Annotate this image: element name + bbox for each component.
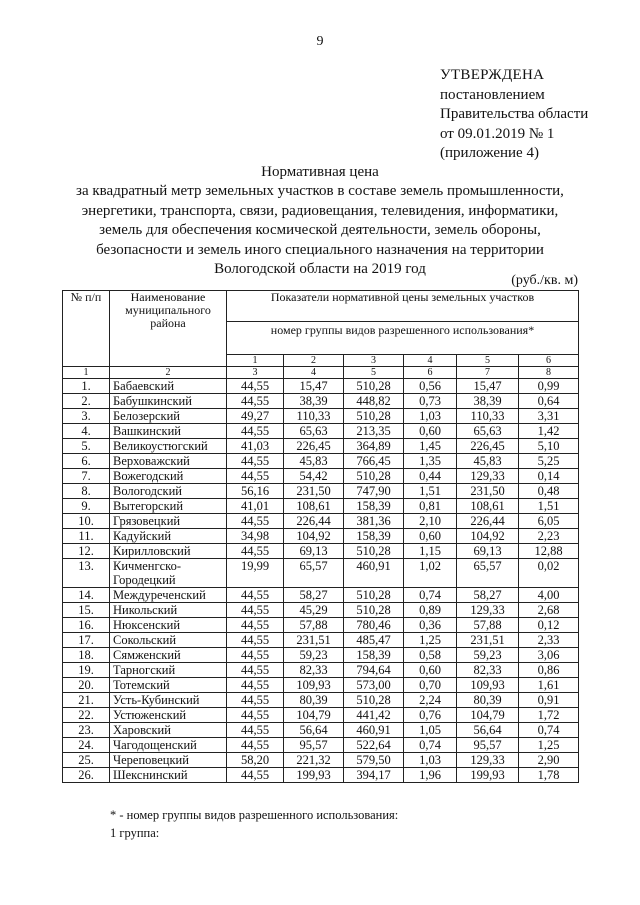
price-value: 0,99 [519,379,579,394]
table-row [63,559,579,588]
header-indicators: Показатели нормативной цены земельных участков [227,291,579,322]
title-line: безопасности и земель иного специального назначения на территории [96,241,544,258]
price-value: 213,35 [344,424,404,439]
title-line: земель для обеспечения космической деятельности, земель обороны, [99,222,541,239]
price-value: 0,36 [404,618,457,633]
price-value: 65,57 [284,559,344,588]
price-value: 110,33 [284,409,344,424]
table-row [63,544,579,559]
price-value: 0,60 [404,424,457,439]
row-number: 7. [63,469,110,484]
table-row [63,768,579,783]
price-value: 0,14 [519,469,579,484]
header-groups: номер группы видов разрешенного использования* [227,322,579,355]
column-number: 6 [404,367,457,379]
table-row [63,648,579,663]
table-row [63,379,579,394]
table-row [63,603,579,618]
group-number: 2 [284,355,344,367]
table-row [63,588,579,603]
row-number: 22. [63,708,110,723]
price-value: 129,33 [457,753,519,768]
price-value: 54,42 [284,469,344,484]
district-name: Междуреченский [110,588,227,603]
price-value: 2,23 [519,529,579,544]
district-name: Вожегодский [110,469,227,484]
price-value: 1,03 [404,409,457,424]
price-value: 0,56 [404,379,457,394]
price-value: 1,61 [519,678,579,693]
price-value: 199,93 [457,768,519,783]
price-value: 0,73 [404,394,457,409]
price-value: 58,27 [284,588,344,603]
table-row [63,708,579,723]
price-value: 510,28 [344,544,404,559]
price-value: 5,10 [519,439,579,454]
district-name: Вологодский [110,484,227,499]
group-number: 5 [457,355,519,367]
price-value: 0,74 [404,588,457,603]
price-value: 59,23 [284,648,344,663]
price-value: 510,28 [344,469,404,484]
row-number: 14. [63,588,110,603]
price-value: 129,33 [457,603,519,618]
price-value: 231,51 [284,633,344,648]
row-number: 2. [63,394,110,409]
price-value: 2,24 [404,693,457,708]
price-value: 510,28 [344,409,404,424]
price-value: 44,55 [227,693,284,708]
table-row [63,693,579,708]
price-value: 44,55 [227,514,284,529]
price-value: 109,93 [457,678,519,693]
row-number: 24. [63,738,110,753]
table-row [63,678,579,693]
price-value: 0,91 [519,693,579,708]
group-number: 6 [519,355,579,367]
price-value: 1,45 [404,439,457,454]
price-value: 95,57 [284,738,344,753]
district-name: Кичменгско-Городецкий [110,559,227,588]
price-value: 1,35 [404,454,457,469]
column-number: 8 [519,367,579,379]
price-value: 44,55 [227,678,284,693]
price-value: 1,51 [404,484,457,499]
price-value: 45,29 [284,603,344,618]
row-number: 5. [63,439,110,454]
price-value: 0,02 [519,559,579,588]
price-value: 49,27 [227,409,284,424]
price-value: 1,96 [404,768,457,783]
table-row [63,409,579,424]
units-label: (руб./кв. м) [511,273,578,288]
document-title [60,163,580,279]
row-number: 25. [63,753,110,768]
price-value: 15,47 [457,379,519,394]
price-value: 1,02 [404,559,457,588]
price-value: 129,33 [457,469,519,484]
price-value: 44,55 [227,603,284,618]
price-value: 226,44 [284,514,344,529]
price-value: 226,45 [457,439,519,454]
price-value: 3,31 [519,409,579,424]
price-value: 1,05 [404,723,457,738]
price-value: 231,50 [284,484,344,499]
district-name: Усть-Кубинский [110,693,227,708]
row-number: 26. [63,768,110,783]
price-value: 104,79 [457,708,519,723]
price-value: 6,05 [519,514,579,529]
approval-line: от 09.01.2019 № 1 [440,125,555,142]
price-value: 41,01 [227,499,284,514]
row-number: 13. [63,559,110,588]
price-value: 80,39 [457,693,519,708]
table-row [63,499,579,514]
price-value: 1,42 [519,424,579,439]
district-name: Верховажский [110,454,227,469]
price-value: 108,61 [457,499,519,514]
price-value: 41,03 [227,439,284,454]
footnote-group: 1 группа: [110,826,160,840]
table-row [63,394,579,409]
district-name: Великоустюгский [110,439,227,454]
price-value: 460,91 [344,723,404,738]
row-number: 15. [63,603,110,618]
row-number: 10. [63,514,110,529]
price-value: 460,91 [344,559,404,588]
page-number: 9 [316,34,324,49]
approval-title: УТВЕРЖДЕНА [440,67,545,83]
column-number: 7 [457,367,519,379]
price-value: 82,33 [457,663,519,678]
district-name: Сокольский [110,633,227,648]
price-value: 57,88 [457,618,519,633]
price-value: 108,61 [284,499,344,514]
price-value: 0,81 [404,499,457,514]
approval-line: Правительства области [440,106,589,122]
price-value: 1,78 [519,768,579,783]
price-value: 56,64 [457,723,519,738]
row-number: 9. [63,499,110,514]
price-value: 1,03 [404,753,457,768]
price-value: 69,13 [457,544,519,559]
table-row [63,424,579,439]
row-number: 20. [63,678,110,693]
price-value: 221,32 [284,753,344,768]
price-value: 0,89 [404,603,457,618]
approval-line: (приложение 4) [440,145,539,161]
district-name: Белозерский [110,409,227,424]
price-value: 58,27 [457,588,519,603]
price-value: 766,45 [344,454,404,469]
price-value: 1,25 [404,633,457,648]
row-number: 18. [63,648,110,663]
price-value: 522,64 [344,738,404,753]
price-value: 44,55 [227,723,284,738]
price-value: 780,46 [344,618,404,633]
price-value: 45,83 [284,454,344,469]
price-value: 44,55 [227,469,284,484]
column-number: 5 [344,367,404,379]
price-value: 0,48 [519,484,579,499]
district-name: Бабаевский [110,379,227,394]
district-name: Кадуйский [110,529,227,544]
price-value: 57,88 [284,618,344,633]
price-value: 0,58 [404,648,457,663]
header-name: Наименование муниципального района [110,291,227,367]
table-row [63,753,579,768]
approval-block [440,66,588,164]
row-number: 17. [63,633,110,648]
price-value: 199,93 [284,768,344,783]
title-line: Вологодской области на 2019 год [214,261,426,278]
table-row [63,469,579,484]
row-number: 8. [63,484,110,499]
district-name: Кирилловский [110,544,227,559]
district-name: Бабушкинский [110,394,227,409]
row-number: 3. [63,409,110,424]
price-value: 104,92 [284,529,344,544]
table-row [63,738,579,753]
price-value: 364,89 [344,439,404,454]
table-row [63,663,579,678]
column-number: 4 [284,367,344,379]
table-row [63,633,579,648]
row-number: 4. [63,424,110,439]
price-value: 44,55 [227,454,284,469]
table-row [63,484,579,499]
price-value: 44,55 [227,618,284,633]
row-number: 19. [63,663,110,678]
price-value: 69,13 [284,544,344,559]
row-number: 12. [63,544,110,559]
price-value: 0,12 [519,618,579,633]
table-row [63,618,579,633]
price-value: 82,33 [284,663,344,678]
price-value: 104,79 [284,708,344,723]
title-line: за квадратный метр земельных участков в составе земель промышленности, [76,183,564,200]
price-value: 0,60 [404,529,457,544]
price-value: 44,55 [227,424,284,439]
district-name: Харовский [110,723,227,738]
price-value: 231,51 [457,633,519,648]
price-value: 158,39 [344,529,404,544]
column-number: 2 [110,367,227,379]
price-value: 44,55 [227,588,284,603]
price-value: 1,25 [519,738,579,753]
title-line: энергетики, транспорта, связи, радиовещания, телевидения, информатики, [81,202,559,219]
footnote: * - номер группы видов разрешенного использования: [110,808,399,822]
table-row [63,529,579,544]
price-value: 485,47 [344,633,404,648]
price-value: 44,55 [227,544,284,559]
price-value: 448,82 [344,394,404,409]
price-value: 44,55 [227,394,284,409]
district-name: Тарногский [110,663,227,678]
district-name: Череповецкий [110,753,227,768]
table-row [63,723,579,738]
group-number: 3 [344,355,404,367]
price-value: 58,20 [227,753,284,768]
district-name: Тотемский [110,678,227,693]
price-value: 1,15 [404,544,457,559]
price-value: 1,72 [519,708,579,723]
price-value: 44,55 [227,379,284,394]
district-name: Устюженский [110,708,227,723]
price-value: 158,39 [344,499,404,514]
price-value: 44,55 [227,648,284,663]
table-row [63,454,579,469]
price-value: 65,63 [457,424,519,439]
approval-line: постановлением [440,86,545,103]
price-value: 2,33 [519,633,579,648]
price-value: 34,98 [227,529,284,544]
price-value: 794,64 [344,663,404,678]
price-value: 38,39 [284,394,344,409]
table-row [63,514,579,529]
district-name: Вытегорский [110,499,227,514]
column-number: 1 [63,367,110,379]
price-value: 110,33 [457,409,519,424]
price-value: 2,68 [519,603,579,618]
price-value: 0,74 [519,723,579,738]
row-number: 16. [63,618,110,633]
price-value: 15,47 [284,379,344,394]
row-number: 6. [63,454,110,469]
price-value: 104,92 [457,529,519,544]
price-value: 4,00 [519,588,579,603]
district-name: Шекснинский [110,768,227,783]
price-value: 381,36 [344,514,404,529]
price-value: 44,55 [227,768,284,783]
price-value: 56,64 [284,723,344,738]
price-value: 510,28 [344,603,404,618]
district-name: Нюксенский [110,618,227,633]
table-row [63,439,579,454]
price-value: 3,06 [519,648,579,663]
price-value: 45,83 [457,454,519,469]
price-value: 1,51 [519,499,579,514]
price-value: 109,93 [284,678,344,693]
price-value: 231,50 [457,484,519,499]
district-name: Вашкинский [110,424,227,439]
price-value: 226,44 [457,514,519,529]
price-value: 510,28 [344,588,404,603]
group-number: 4 [404,355,457,367]
district-name: Сямженский [110,648,227,663]
title-line: Нормативная цена [261,164,379,180]
price-value: 12,88 [519,544,579,559]
price-value: 0,74 [404,738,457,753]
price-value: 5,25 [519,454,579,469]
price-value: 19,99 [227,559,284,588]
price-value: 0,86 [519,663,579,678]
price-value: 2,90 [519,753,579,768]
price-value: 158,39 [344,648,404,663]
price-value: 0,70 [404,678,457,693]
price-value: 0,60 [404,663,457,678]
price-value: 44,55 [227,633,284,648]
row-number: 11. [63,529,110,544]
price-value: 579,50 [344,753,404,768]
price-value: 394,17 [344,768,404,783]
price-value: 2,10 [404,514,457,529]
price-value: 56,16 [227,484,284,499]
column-number: 3 [227,367,284,379]
price-value: 573,00 [344,678,404,693]
price-value: 44,55 [227,708,284,723]
price-value: 65,57 [457,559,519,588]
price-value: 0,64 [519,394,579,409]
price-value: 44,55 [227,738,284,753]
price-value: 0,44 [404,469,457,484]
price-value: 747,90 [344,484,404,499]
price-table [62,290,579,783]
price-value: 44,55 [227,663,284,678]
district-name: Никольский [110,603,227,618]
price-value: 59,23 [457,648,519,663]
group-number: 1 [227,355,284,367]
header-num: № п/п [63,291,110,367]
district-name: Грязовецкий [110,514,227,529]
row-number: 23. [63,723,110,738]
price-value: 0,76 [404,708,457,723]
row-number: 1. [63,379,110,394]
district-name: Чагодощенский [110,738,227,753]
price-value: 65,63 [284,424,344,439]
price-value: 38,39 [457,394,519,409]
row-number: 21. [63,693,110,708]
price-value: 441,42 [344,708,404,723]
price-value: 226,45 [284,439,344,454]
price-value: 95,57 [457,738,519,753]
price-value: 80,39 [284,693,344,708]
price-value: 510,28 [344,379,404,394]
price-value: 510,28 [344,693,404,708]
